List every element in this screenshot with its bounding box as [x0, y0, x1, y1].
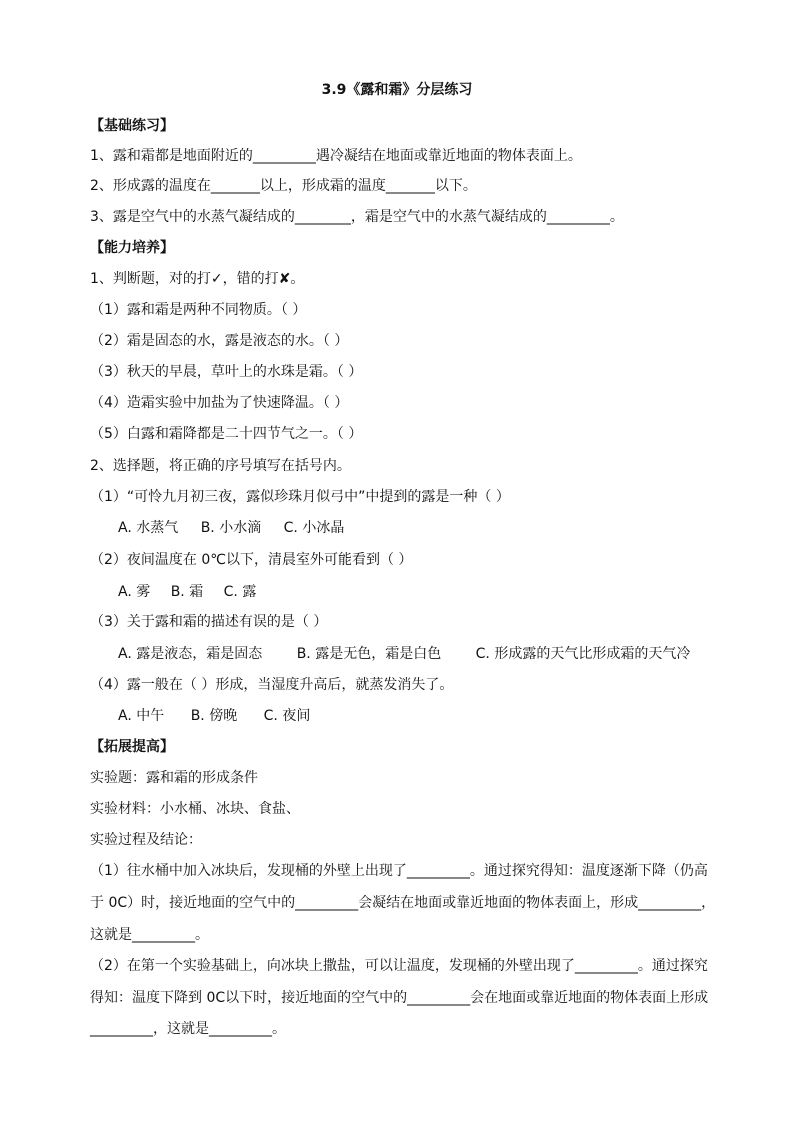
judge-heading: 1、判断题，对的打✓，错的打✘。 — [90, 271, 305, 287]
option-b: B. 霜 — [170, 584, 204, 600]
experiment-materials: 实验材料：小水桶、冰块、食盐、 — [90, 801, 300, 817]
choice-question-3: （3）关于露和霜的描述有误的是（ ） — [90, 614, 328, 630]
section-basic: 【基础练习】 — [90, 118, 174, 134]
option-a: A. 雾 — [118, 584, 151, 600]
choice-question-2: （2）夜间温度在 0℃以下，清晨室外可能看到（ ） — [90, 552, 413, 568]
basic-item-1: 1、露和霜都是地面附近的_________遇冷凝结在地面或靠近地面的物体表面上。 — [90, 148, 582, 164]
choice-options-4 — [118, 706, 310, 726]
choice-question-1: （1）“可怜九月初三夜，露似珍珠月似弓中”中提到的露是一种（ ） — [90, 489, 510, 505]
option-c: C. 小冰晶 — [283, 520, 345, 536]
experiment-p1-line-3: 这就是_________。 — [90, 927, 209, 943]
option-c: C. 形成露的天气比形成霜的天气冷 — [475, 646, 691, 662]
choice-heading: 2、选择题，将正确的序号填写在括号内。 — [90, 458, 351, 474]
option-b: B. 露是无色，霜是白色 — [296, 646, 442, 662]
basic-item-2: 2、形成露的温度在_______以上，形成霜的温度_______以下。 — [90, 178, 477, 194]
judge-item-1: （1）露和霜是两种不同物质。（ ） — [90, 302, 307, 318]
option-c: C. 夜间 — [263, 708, 311, 724]
experiment-process: 实验过程及结论： — [90, 832, 202, 848]
judge-item-2: （2）霜是固态的水，露是液态的水。（ ） — [90, 333, 349, 349]
choice-options-2 — [118, 582, 256, 602]
option-b: B. 傍晚 — [190, 708, 238, 724]
section-extend: 【拓展提高】 — [90, 739, 174, 755]
option-a: A. 中午 — [118, 708, 165, 724]
choice-options-1 — [118, 518, 344, 538]
experiment-p1-line-2: 于 0C）时，接近地面的空气中的_________会凝结在地面或靠近地面的物体表面上，形成_________， — [90, 895, 716, 911]
option-b: B. 小水滴 — [200, 520, 262, 536]
option-a: A. 露是液态，霜是固态 — [118, 646, 263, 662]
page-title: 3.9《露和霜》分层练习 — [321, 82, 473, 98]
experiment-p2-line-3: _________，这就是_________。 — [90, 1021, 286, 1037]
experiment-p2-line-2: 得知：温度下降到 0C以下时，接近地面的空气中的_________会在地面或靠近地面的物体表面上形成 — [90, 990, 709, 1006]
judge-item-3: （3）秋天的早晨，草叶上的水珠是霜。（ ） — [90, 364, 363, 380]
option-c: C. 露 — [223, 584, 257, 600]
experiment-topic: 实验题：露和霜的形成条件 — [90, 770, 258, 786]
option-a: A. 水蒸气 — [118, 520, 179, 536]
judge-item-5: （5）白露和霜降都是二十四节气之一。（ ） — [90, 426, 363, 442]
experiment-p1-line-1: （1）往水桶中加入冰块后，发现桶的外壁上出现了_________。通过探究得知：温度逐渐下降（仍高 — [90, 863, 708, 879]
experiment-p2-line-1: （2）在第一个实验基础上，向冰块上撒盐，可以让温度，发现桶的外壁出现了_________。通过探究 — [90, 958, 708, 974]
judge-item-4: （4）造霜实验中加盐为了快速降温。（ ） — [90, 395, 349, 411]
choice-question-4: （4）露一般在（ ）形成，当湿度升高后，就蒸发消失了。 — [90, 677, 454, 693]
section-ability: 【能力培养】 — [90, 240, 174, 256]
basic-item-3: 3、露是空气中的水蒸气凝结成的________，霜是空气中的水蒸气凝结成的_________。 — [90, 209, 624, 225]
choice-options-3 — [118, 644, 690, 664]
